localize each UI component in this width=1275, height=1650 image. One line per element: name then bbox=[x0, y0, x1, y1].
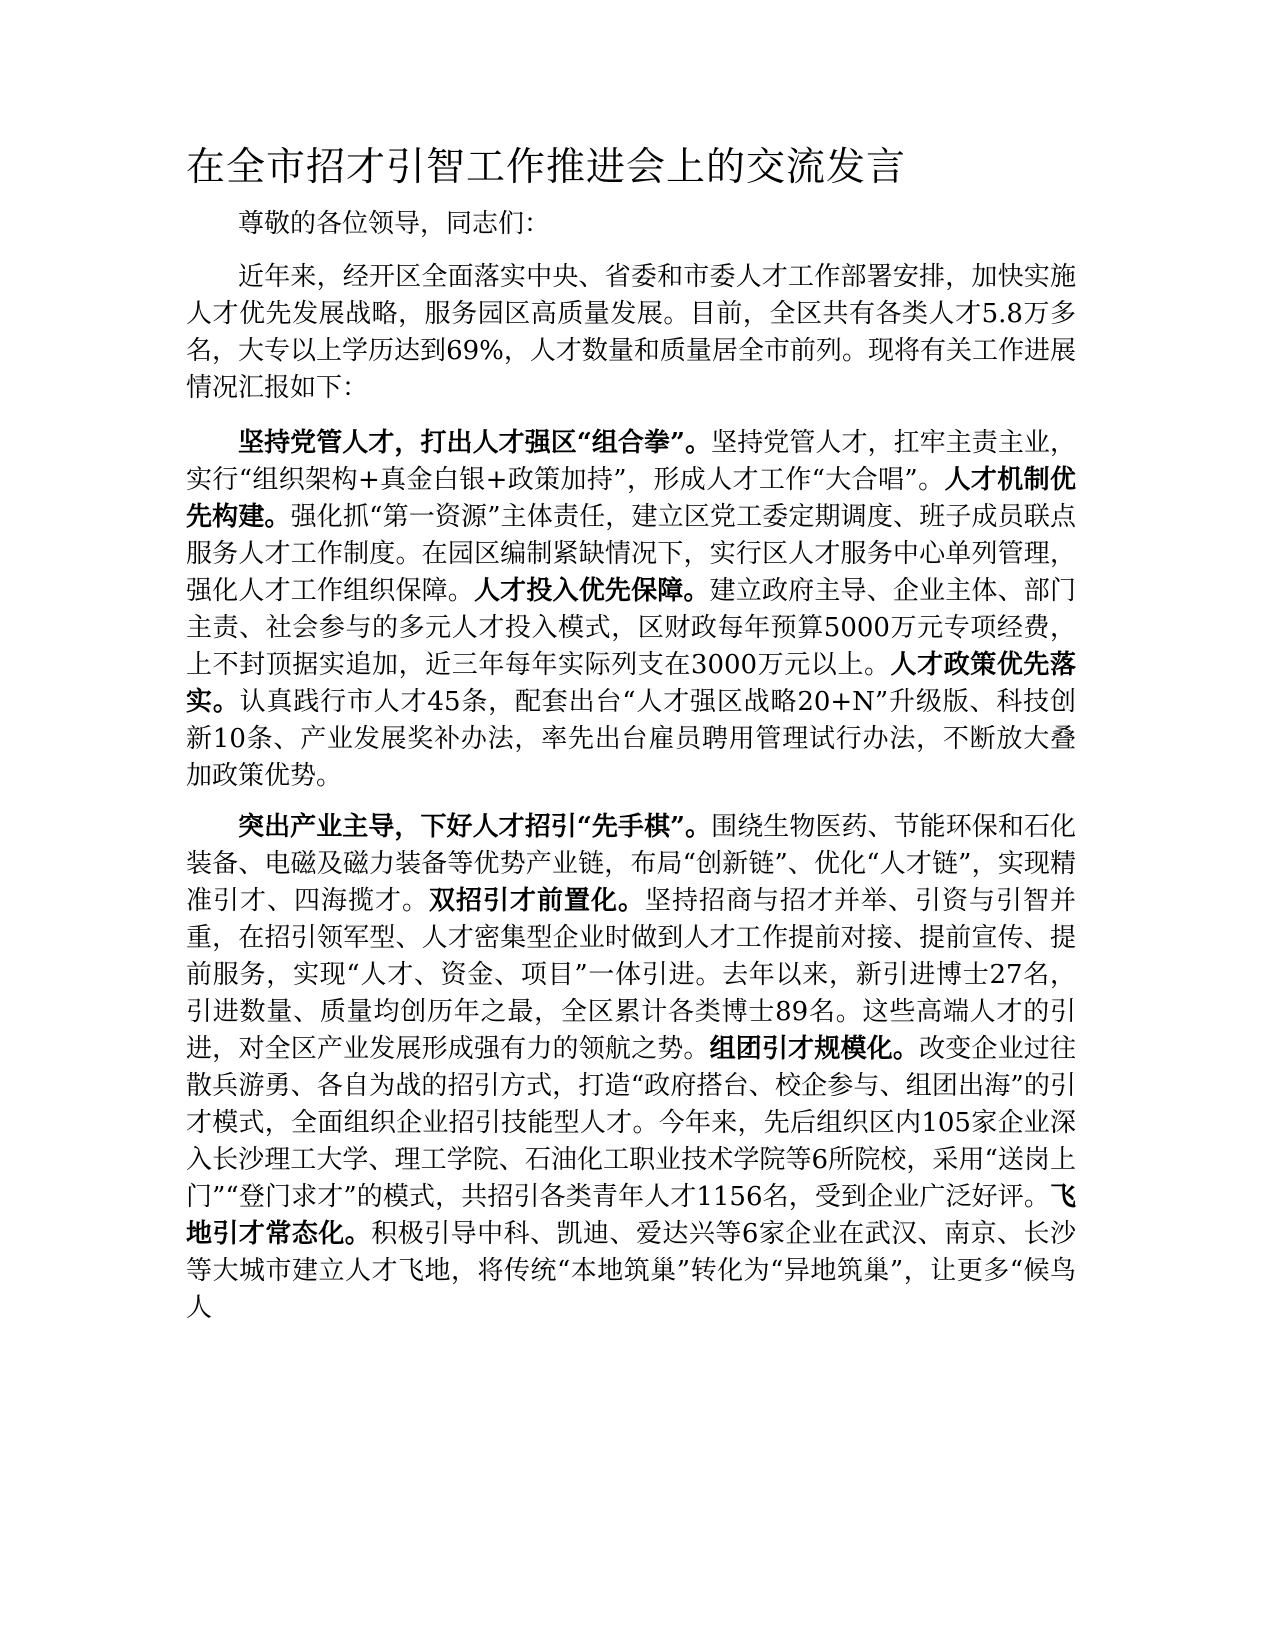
section-1-sub-1-heading: 人才机制优先构建。 bbox=[186, 465, 1076, 532]
section-1-sub-2-text: 建立政府主导、企业主体、部门主责、社会参与的多元人才投入模式，区财政每年预算5000万元专项经费，上不封顶据实追加，近三年每年实际列支在3000万元以上。 bbox=[186, 576, 1076, 680]
document-page bbox=[186, 140, 1076, 1345]
section-1-sub-3-heading: 人才政策优先落实。 bbox=[186, 650, 1076, 717]
salutation: 尊敬的各位领导，同志们： bbox=[238, 209, 551, 239]
section-1-paragraph bbox=[186, 425, 1076, 795]
section-2-paragraph bbox=[186, 809, 1076, 1327]
section-1-sub-3-text: 认真践行市人才45条，配套出台“人才强区战略20+N”升级版、科技创新10条、产业发展奖补办法，率先出台雇员聘用管理试行办法，不断放大叠加政策优势。 bbox=[186, 687, 1076, 791]
section-2-sub-1-text: 坚持招商与招才并举、引资与引智并重，在招引领军型、人才密集型企业时做到人才工作提前对接、提前宣传、提前服务，实现“人才、资金、项目”一体引进。去年以来，新引进博士27名，引进数量、质量均创历年之最，全区累计各类博士89名。这些高端人才的引进，对全区产业发展形成强有力的领航之势。 bbox=[186, 886, 1076, 1064]
document-title: 在全市招才引智工作推进会上的交流发言 bbox=[186, 145, 907, 190]
section-1-text: 坚持党管人才，扛牢主责主业，实行“组织架构+真金白银+政策加持”，形成人才工作“大合唱”。 bbox=[186, 428, 1076, 495]
section-2-sub-3-text: 积极引导中科、凯迪、爱达兴等6家企业在武汉、南京、长沙等大城市建立人才飞地，将传统“本地筑巢”转化为“异地筑巢”，让更多“候鸟人 bbox=[186, 1219, 1076, 1323]
section-2-text: 围绕生物医药、节能环保和石化装备、电磁及磁力装备等优势产业链，布局“创新链”、优化“人才链”，实现精准引才、四海揽才。 bbox=[186, 812, 1076, 916]
section-1-sub-2-heading: 人才投入优先保障。 bbox=[474, 576, 710, 606]
section-2-sub-3-heading: 飞地引才常态化。 bbox=[186, 1182, 1076, 1249]
section-2-heading: 突出产业主导，下好人才招引“先手棋”。 bbox=[238, 812, 712, 842]
intro-paragraph: 近年来，经开区全面落实中央、省委和市委人才工作部署安排，加快实施人才优先发展战略，服务园区高质量发展。目前，全区共有各类人才5.8万多名，大专以上学历达到69%，人才数量和质量居全市前列。现将有关工作进展情况汇报如下： bbox=[186, 262, 1076, 403]
section-2-sub-2-heading: 组团引才规模化。 bbox=[709, 1034, 920, 1064]
section-2-sub-1-heading: 双招引才前置化。 bbox=[429, 886, 645, 916]
section-1-sub-1-text: 强化抓“第一资源”主体责任，建立区党工委定期调度、班子成员联点服务人才工作制度。在园区编制紧缺情况下，实行区人才服务中心单列管理，强化人才工作组织保障。 bbox=[186, 502, 1076, 606]
section-1-heading: 坚持党管人才，打出人才强区“组合拳”。 bbox=[238, 428, 712, 458]
section-2-sub-2-text: 改变企业过往散兵游勇、各自为战的招引方式，打造“政府搭台、校企参与、组团出海”的引才模式，全面组织企业招引技能型人才。今年来，先后组织区内105家企业深入长沙理工大学、理工学院、石油化工职业技术学院等6所院校，采用“送岗上门”“登门求才”的模式，共招引各类青年人才1156名，受到企业广泛好评。 bbox=[186, 1034, 1076, 1212]
